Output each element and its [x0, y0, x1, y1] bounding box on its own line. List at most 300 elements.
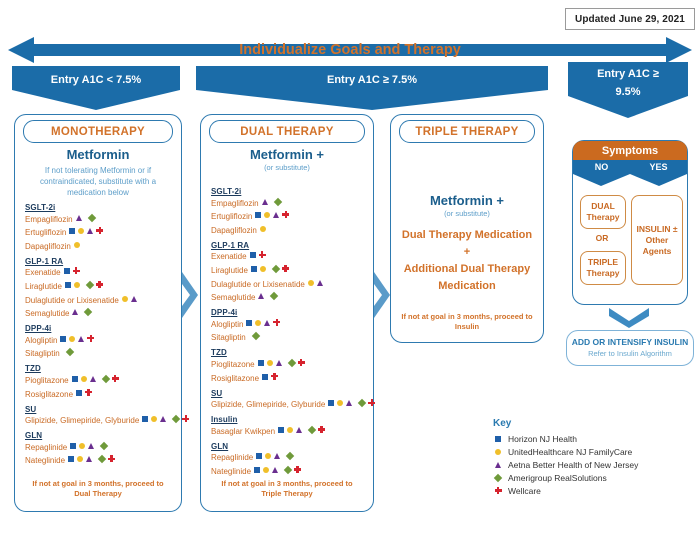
marker: [262, 372, 268, 384]
dual-footnote-line1: If not at goal in 3 months, proceed to: [221, 479, 353, 488]
triangle-marker-icon: [78, 336, 84, 342]
legend-item: [492, 432, 638, 445]
marker: [122, 294, 128, 306]
marker: [97, 441, 107, 453]
triangle-marker-icon: [273, 212, 279, 218]
triangle-marker-icon: [88, 443, 94, 449]
triangle-marker-icon: [131, 296, 137, 302]
marker: [78, 334, 84, 346]
symptoms-triple-line1: TRIPLE: [587, 257, 619, 267]
legend-label: Aetna Better Health of New Jersey: [508, 459, 639, 470]
cross-marker-icon: [73, 267, 80, 274]
triangle-marker-icon: [296, 427, 302, 433]
marker: [63, 347, 73, 359]
drug-name: Repaglinide: [25, 442, 68, 452]
symptoms-no-label: NO: [594, 162, 609, 172]
legend-rows: [492, 432, 638, 497]
dual-drug-list: [211, 183, 367, 480]
marker: [142, 414, 148, 426]
drug-row: [211, 373, 367, 385]
circle-marker-icon: [151, 416, 157, 422]
entry-band-left-shape: [12, 66, 180, 110]
legend-item: [492, 458, 638, 471]
marker: [263, 465, 269, 477]
monotherapy-title: MONOTHERAPY: [23, 120, 173, 143]
triangle-marker-icon: [274, 453, 280, 459]
diamond-marker-icon: [101, 375, 109, 383]
drug-class-heading: SU: [25, 404, 37, 414]
triangle-marker-icon: [272, 467, 278, 473]
drug-name: Dapagliflozin: [211, 225, 257, 235]
marker: [90, 374, 96, 386]
triangle-marker-icon: [258, 293, 264, 299]
marker: [283, 451, 293, 463]
drug-row: [25, 348, 175, 360]
monotherapy-headline: Metformin: [66, 147, 130, 162]
legend-item: [492, 445, 638, 458]
drug-class-heading: SGLT-2i: [25, 203, 56, 212]
drug-class-heading: GLP-1 RA: [211, 240, 250, 250]
drug-row: [211, 319, 367, 331]
drug-name: Pioglitazone: [211, 360, 255, 370]
marker: [78, 226, 84, 238]
drug-row: [211, 279, 367, 291]
drug-row: [211, 265, 367, 277]
triangle-marker-icon: [264, 320, 270, 326]
legend-key: [492, 418, 638, 497]
drug-name: Semaglutide: [211, 293, 256, 303]
square-marker-icon: [254, 467, 260, 473]
marker: [169, 414, 179, 426]
triangle-marker-icon: [495, 462, 501, 468]
drug-name: Ertugliflozin: [211, 212, 253, 222]
cross-marker-icon: [273, 319, 280, 326]
drug-name: Dulaglutide or Lixisenatide: [211, 279, 305, 289]
monotherapy-drug-list: [25, 199, 175, 469]
marker: [328, 398, 334, 410]
marker: [267, 358, 273, 370]
drug-name: Semaglutide: [25, 309, 70, 319]
marker: [285, 358, 295, 370]
entry-band-right-line2: 9.5%: [615, 86, 641, 98]
drug-name: Repaglinide: [211, 453, 254, 463]
marker: [273, 318, 280, 330]
drug-class-heading: DPP-4i: [25, 324, 52, 334]
legend-title: Key: [493, 418, 512, 429]
marker: [73, 266, 80, 278]
cross-marker-icon: [87, 335, 94, 342]
marker: [254, 465, 260, 477]
circle-marker-icon: [122, 296, 128, 302]
square-marker-icon: [60, 336, 66, 342]
drug-name: Rosiglitazone: [211, 373, 260, 383]
diamond-marker-icon: [284, 466, 292, 474]
cross-marker-icon: [112, 375, 119, 382]
circle-marker-icon: [495, 449, 501, 455]
marker: [85, 213, 95, 225]
square-marker-icon: [250, 252, 256, 258]
drug-name: Alogliptin: [25, 335, 58, 345]
drug-row: [25, 227, 175, 239]
drug-name: Ertugliflozin: [25, 228, 67, 238]
legend-label: Wellcare: [508, 485, 541, 496]
marker: [298, 358, 305, 370]
marker: [246, 318, 252, 330]
symptoms-dual-line2: Therapy: [586, 212, 620, 222]
monotherapy-card: [14, 114, 182, 512]
marker: [258, 358, 264, 370]
marker: [259, 250, 266, 262]
square-marker-icon: [142, 416, 148, 422]
drug-name: Exenatide: [211, 252, 247, 262]
square-marker-icon: [255, 212, 261, 218]
drug-class-heading: DPP-4i: [211, 308, 238, 318]
cross-marker-icon: [96, 227, 103, 234]
monotherapy-footnote-line1: If not at goal in 3 months, proceed to: [32, 479, 164, 488]
circle-marker-icon: [74, 282, 80, 288]
chevron-right-icon: [180, 272, 200, 318]
symptoms-insulin-box: INSULIN ± Other Agents: [631, 195, 683, 285]
circle-marker-icon: [337, 400, 343, 406]
entry-band-right-line1: Entry A1C ≥: [597, 68, 659, 80]
entry-band-left: [12, 66, 180, 110]
symptoms-header: Symptoms: [573, 141, 687, 160]
drug-class-heading: TZD: [211, 348, 227, 358]
dual-therapy-card: [200, 114, 374, 512]
marker: [69, 334, 75, 346]
circle-marker-icon: [77, 456, 83, 462]
triple-body: [397, 227, 537, 295]
drug-name: Exenatide: [25, 268, 61, 278]
triangle-marker-icon: [87, 228, 93, 234]
cross-marker-icon: [318, 426, 325, 433]
marker: [260, 224, 266, 236]
marker: [65, 280, 71, 292]
dual-footnote-line2: Triple Therapy: [261, 489, 313, 498]
square-marker-icon: [251, 266, 257, 272]
circle-marker-icon: [79, 443, 85, 449]
drug-name: Glipizide, Glimepiride, Glyburide: [25, 416, 140, 426]
drug-name: Basaglar Kwikpen: [211, 426, 276, 436]
diamond-marker-icon: [272, 265, 280, 273]
marker: [87, 334, 94, 346]
diamond-marker-icon: [87, 213, 95, 221]
legend-label: Horizon NJ Health: [508, 433, 577, 444]
drug-row: [25, 415, 175, 427]
drug-name: Nateglinide: [211, 467, 252, 477]
diamond-marker-icon: [494, 473, 502, 481]
square-marker-icon: [278, 427, 284, 433]
legend-label: Amerigroup RealSolutions: [508, 472, 607, 483]
marker: [294, 465, 301, 477]
banner-title-text: Individualize Goals and Therapy: [239, 42, 461, 58]
marker: [272, 465, 278, 477]
monotherapy-footnote-line2: Dual Therapy: [74, 489, 122, 498]
circle-marker-icon: [255, 320, 261, 326]
drug-name: Empagliflozin: [211, 198, 259, 208]
diamond-marker-icon: [65, 348, 73, 356]
drug-row: [211, 225, 367, 237]
marker: [287, 425, 293, 437]
monotherapy-note: If not tolerating Metformin or if contraindicated, substitute with a medication below: [39, 166, 157, 197]
marker: [99, 374, 109, 386]
entry-band-mid-shape: [196, 66, 548, 110]
diamond-marker-icon: [273, 197, 281, 205]
cross-marker-icon: [298, 359, 305, 366]
marker: [83, 280, 93, 292]
legend-item: [492, 471, 638, 484]
drug-row: [25, 335, 175, 347]
marker: [160, 414, 166, 426]
cross-marker-icon: [259, 251, 266, 258]
drug-row: [211, 251, 367, 263]
symptoms-triple-box: [580, 251, 626, 285]
dual-headline: Metformin +: [249, 147, 325, 162]
marker: [256, 451, 262, 463]
marker: [131, 294, 137, 306]
drug-class-heading: TZD: [25, 364, 41, 374]
marker: [87, 226, 93, 238]
marker: [318, 425, 325, 437]
triple-footnote: [399, 312, 535, 332]
square-marker-icon: [495, 436, 501, 442]
cross-marker-icon: [368, 399, 375, 406]
square-marker-icon: [256, 453, 262, 459]
square-marker-icon: [258, 360, 264, 366]
triple-sub: (or substitute): [444, 209, 490, 218]
cross-marker-icon: [182, 415, 189, 422]
marker: [96, 280, 103, 292]
square-marker-icon: [76, 390, 82, 396]
marker: [74, 240, 80, 252]
triangle-marker-icon: [276, 360, 282, 366]
dual-footnote: [209, 479, 365, 499]
drug-name: Pioglitazone: [25, 376, 69, 386]
marker: [262, 197, 268, 209]
square-marker-icon: [65, 282, 71, 288]
marker: [81, 374, 87, 386]
cross-marker-icon: [108, 455, 115, 462]
add-intensify-insulin-box: [566, 330, 694, 366]
square-marker-icon: [64, 268, 70, 274]
drug-name: Empagliflozin: [25, 214, 73, 224]
add-intensify-insulin-sub: Refer to Insulin Algorithm: [588, 349, 672, 358]
marker: [355, 398, 365, 410]
marker: [281, 465, 291, 477]
drug-row: [211, 198, 367, 210]
marker: [305, 425, 315, 437]
marker: [296, 425, 302, 437]
marker: [74, 280, 80, 292]
marker: [258, 291, 264, 303]
legend-marker: [492, 487, 504, 494]
drug-row: [211, 452, 367, 464]
dual-therapy-title: DUAL THERAPY: [209, 120, 365, 143]
triangle-marker-icon: [160, 416, 166, 422]
diamond-marker-icon: [172, 415, 180, 423]
drug-row: [211, 211, 367, 223]
marker: [86, 454, 92, 466]
cross-marker-icon: [282, 265, 289, 272]
triangle-marker-icon: [90, 376, 96, 382]
symptoms-or-label: OR: [595, 233, 609, 243]
marker: [368, 398, 375, 410]
entry-band-mid: [196, 66, 548, 110]
marker: [278, 425, 284, 437]
marker: [76, 388, 82, 400]
marker: [68, 454, 74, 466]
circle-marker-icon: [69, 336, 75, 342]
marker: [151, 414, 157, 426]
marker: [265, 451, 271, 463]
drug-name: Liraglutide: [25, 282, 62, 292]
triple-headline: Metformin +: [429, 193, 505, 208]
triangle-marker-icon: [346, 400, 352, 406]
drug-name: Nateglinide: [25, 456, 66, 466]
marker: [346, 398, 352, 410]
entry-band-left-text: Entry A1C < 7.5%: [50, 74, 142, 86]
triangle-marker-icon: [76, 215, 82, 221]
updated-date-box: [565, 8, 695, 30]
updated-date-text: Updated June 29, 2021: [575, 13, 685, 25]
circle-marker-icon: [264, 212, 270, 218]
circle-marker-icon: [265, 453, 271, 459]
marker: [69, 226, 75, 238]
drug-class-heading: SU: [211, 388, 223, 398]
symptoms-card: [572, 140, 688, 305]
marker: [95, 454, 105, 466]
drug-row: [211, 399, 367, 411]
circle-marker-icon: [308, 280, 314, 286]
marker: [264, 210, 270, 222]
legend-marker: [492, 436, 504, 442]
symptoms-triple-line2: Therapy: [586, 268, 620, 278]
marker: [282, 264, 289, 276]
drug-row: [211, 426, 367, 438]
cross-marker-icon: [271, 373, 278, 380]
drug-row: [211, 359, 367, 371]
drug-name: Dapagliflozin: [25, 241, 71, 251]
marker: [85, 388, 92, 400]
diamond-marker-icon: [100, 442, 108, 450]
legend-marker: [492, 475, 504, 481]
triple-line2: Additional Dual Therapy Medication: [403, 263, 531, 292]
individualize-banner: [8, 36, 692, 64]
diamond-marker-icon: [287, 359, 295, 367]
drug-class-heading: SGLT-2i: [211, 187, 242, 196]
marker: [72, 307, 78, 319]
chevron-mono-to-dual: [180, 272, 200, 323]
marker: [81, 307, 91, 319]
circle-marker-icon: [74, 242, 80, 248]
triple-therapy-card: [390, 114, 544, 343]
cross-marker-icon: [495, 487, 502, 494]
cross-marker-icon: [282, 211, 289, 218]
triangle-marker-icon: [262, 199, 268, 205]
symptoms-yes-label: YES: [649, 162, 668, 172]
monotherapy-footnote: [23, 479, 173, 499]
triple-footnote-line2: Insulin: [454, 322, 480, 331]
diamond-marker-icon: [251, 332, 259, 340]
legend-label: UnitedHealthcare NJ FamilyCare: [508, 446, 633, 457]
drug-name: Rosiglitazone: [25, 389, 74, 399]
cross-marker-icon: [96, 281, 103, 288]
triangle-marker-icon: [86, 456, 92, 462]
square-marker-icon: [246, 320, 252, 326]
marker: [88, 441, 94, 453]
square-marker-icon: [68, 456, 74, 462]
marker: [273, 210, 279, 222]
symptoms-dual-box: [580, 195, 626, 229]
circle-marker-icon: [81, 376, 87, 382]
add-intensify-insulin-title: ADD OR INTENSIFY INSULIN: [571, 337, 689, 347]
drug-row: [25, 308, 175, 320]
marker: [269, 264, 279, 276]
marker: [60, 334, 66, 346]
diamond-marker-icon: [84, 308, 92, 316]
circle-marker-icon: [260, 266, 266, 272]
drug-row: [25, 267, 175, 279]
drug-name: Glipizide, Glimepiride, Glyburide: [211, 400, 326, 410]
drug-name: Sitagliptin: [25, 349, 60, 359]
marker: [271, 372, 278, 384]
diamond-marker-icon: [86, 281, 94, 289]
cross-marker-icon: [294, 466, 301, 473]
marker: [276, 358, 282, 370]
marker: [70, 441, 76, 453]
drug-row: [211, 292, 367, 304]
drug-row: [25, 442, 175, 454]
drug-class-heading: GLN: [211, 441, 229, 451]
marker: [72, 374, 78, 386]
marker: [96, 226, 103, 238]
chevron-right-icon: [372, 272, 392, 318]
legend-marker: [492, 449, 504, 455]
marker: [282, 210, 289, 222]
diamond-marker-icon: [358, 399, 366, 407]
circle-marker-icon: [78, 228, 84, 234]
drug-row: [25, 389, 175, 401]
marker: [108, 454, 115, 466]
triangle-marker-icon: [72, 309, 78, 315]
cross-marker-icon: [85, 389, 92, 396]
marker: [79, 441, 85, 453]
chevron-down-icon: [609, 308, 649, 328]
triple-line1: Dual Therapy Medication: [401, 229, 533, 241]
marker: [317, 278, 323, 290]
drug-class-heading: Insulin: [211, 415, 238, 425]
drug-name: Alogliptin: [211, 319, 244, 329]
marker: [255, 210, 261, 222]
marker: [76, 213, 82, 225]
triple-plus: +: [463, 246, 471, 258]
drug-class-heading: GLP-1 RA: [25, 256, 64, 266]
circle-marker-icon: [267, 360, 273, 366]
triple-therapy-title: TRIPLE THERAPY: [399, 120, 535, 143]
entry-band-mid-text: Entry A1C ≥ 7.5%: [327, 74, 417, 86]
legend-marker: [492, 462, 504, 468]
marker: [255, 318, 261, 330]
marker: [77, 454, 83, 466]
drug-name: Liraglutide: [211, 266, 248, 276]
marker: [251, 264, 257, 276]
circle-marker-icon: [263, 467, 269, 473]
marker: [260, 264, 266, 276]
double-arrow-shape: [8, 36, 692, 64]
diamond-marker-icon: [286, 452, 294, 460]
triple-footnote-line1: If not at goal in 3 months, proceed to: [401, 312, 533, 321]
drug-row: [211, 466, 367, 478]
